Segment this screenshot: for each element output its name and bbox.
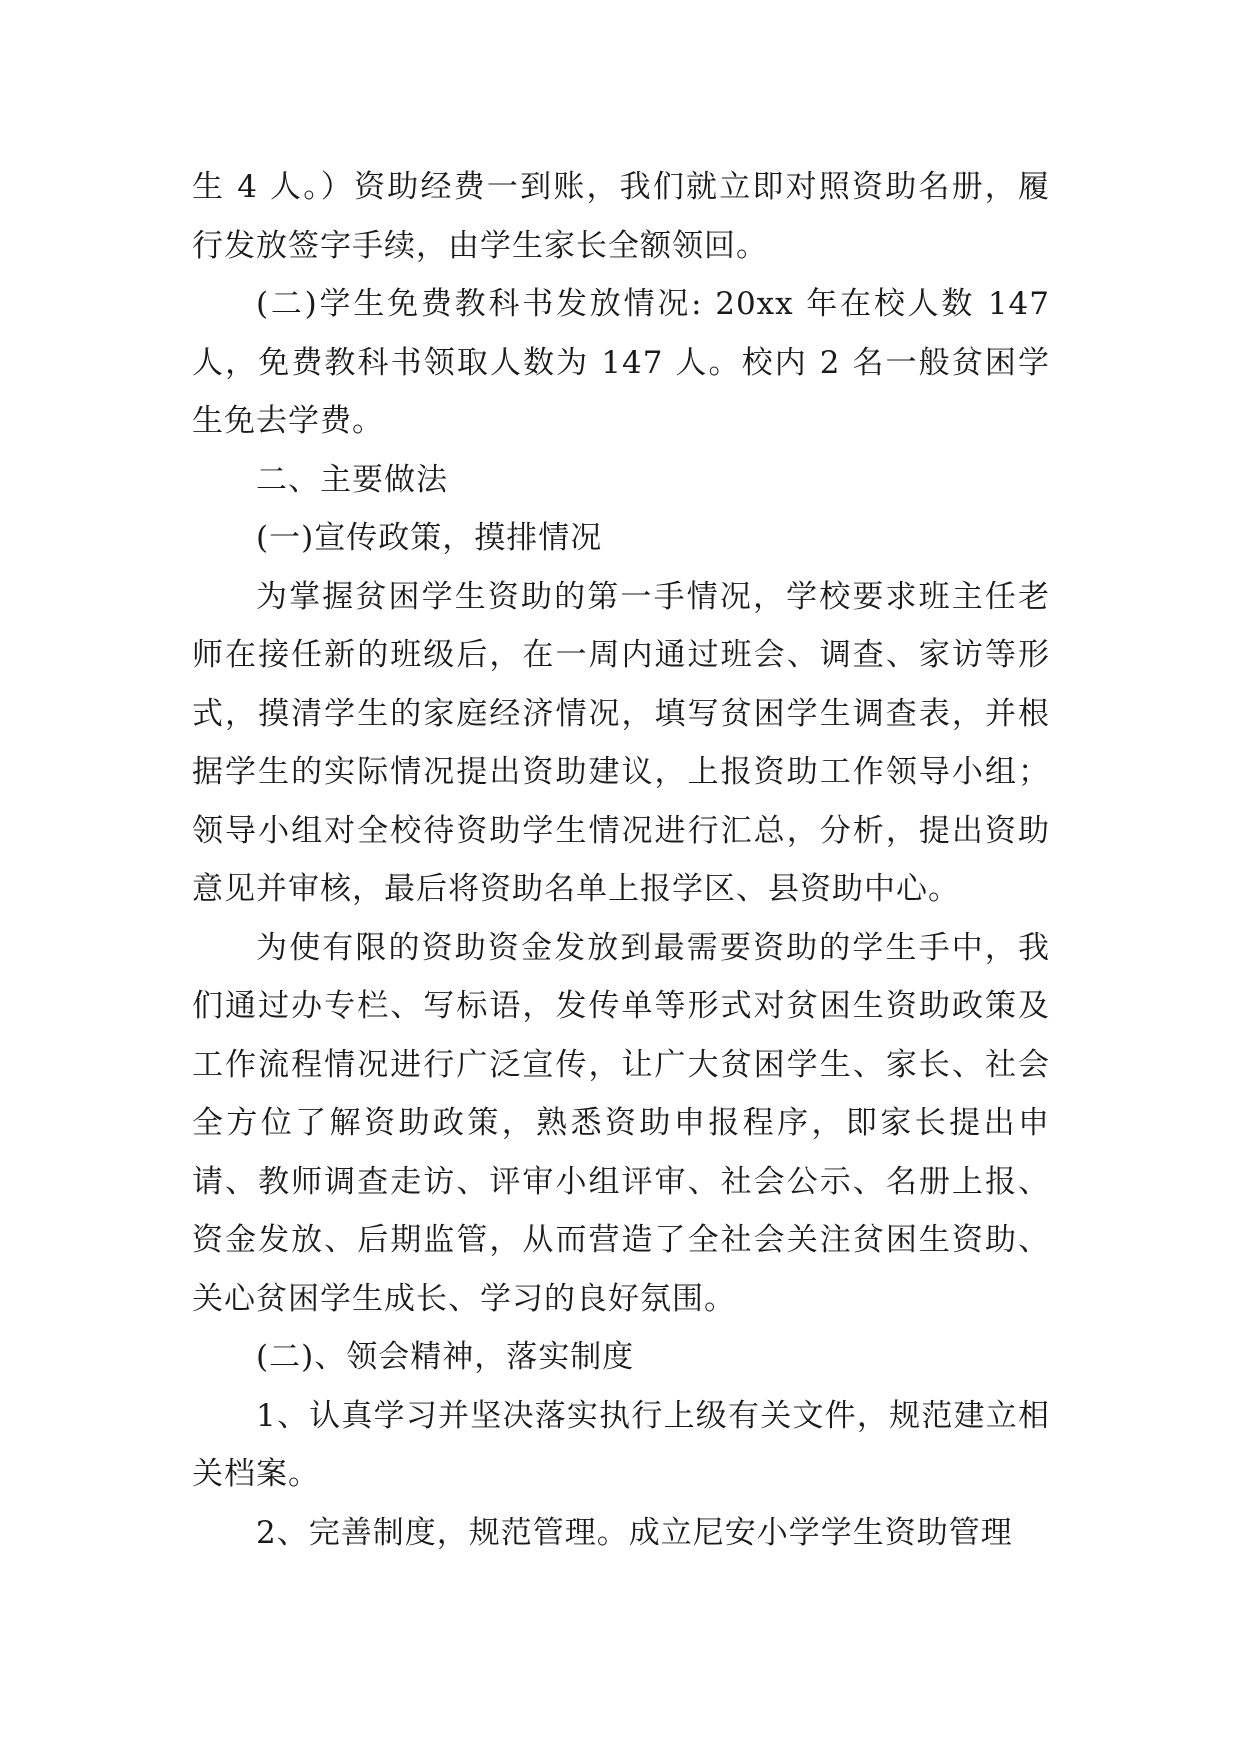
paragraph-1: 生 4 人。）资助经费一到账，我们就立即对照资助名册，履行发放签字手续，由学生家长全额领回。	[192, 169, 1050, 264]
subheading-implement-system: (二)、领会精神，落实制度	[256, 1339, 635, 1375]
list-item-1: 1、认真学习并坚决落实执行上级有关文件，规范建立相关档案。	[192, 1397, 1050, 1492]
document-body	[192, 158, 1050, 1562]
list-item-2: 2、完善制度，规范管理。成立尼安小学学生资助管理	[256, 1514, 1013, 1551]
section-heading-main-practices: 二、主要做法	[256, 461, 448, 498]
paragraph-4: 为使有限的资助资金发放到最需要资助的学生手中，我们通过办专栏、写标语，发传单等形式对贫困生资助政策及工作流程情况进行广泛宣传，让广大贫困学生、家长、社会全方位了解资助政策，熟悉资助申报程序，即家长提出申请、教师调查走访、评审小组评审、社会公示、名册上报、资金发放、后期监管，从而营造了全社会关注贫困生资助、关心贫困学生成长、学习的良好氛围。	[192, 929, 1050, 1317]
paragraph-3: 为掌握贫困学生资助的第一手情况，学校要求班主任老师在接任新的班级后，在一周内通过班会、调查、家访等形式，摸清学生的家庭经济情况，填写贫困学生调查表，并根据学生的实际情况提出资助建议，上报资助工作领导小组；领导小组对全校待资助学生情况进行汇总，分析，提出资助意见并审核，最后将资助名单上报学区、县资助中心。	[192, 578, 1050, 907]
subheading-publicize-policy: (一)宣传政策，摸排情况	[256, 520, 603, 556]
paragraph-2: (二)学生免费教科书发放情况: 20xx 年在校人数 147 人，免费教科书领取人数为 147 人。校内 2 名一般贫困学生免去学费。	[192, 286, 1050, 439]
